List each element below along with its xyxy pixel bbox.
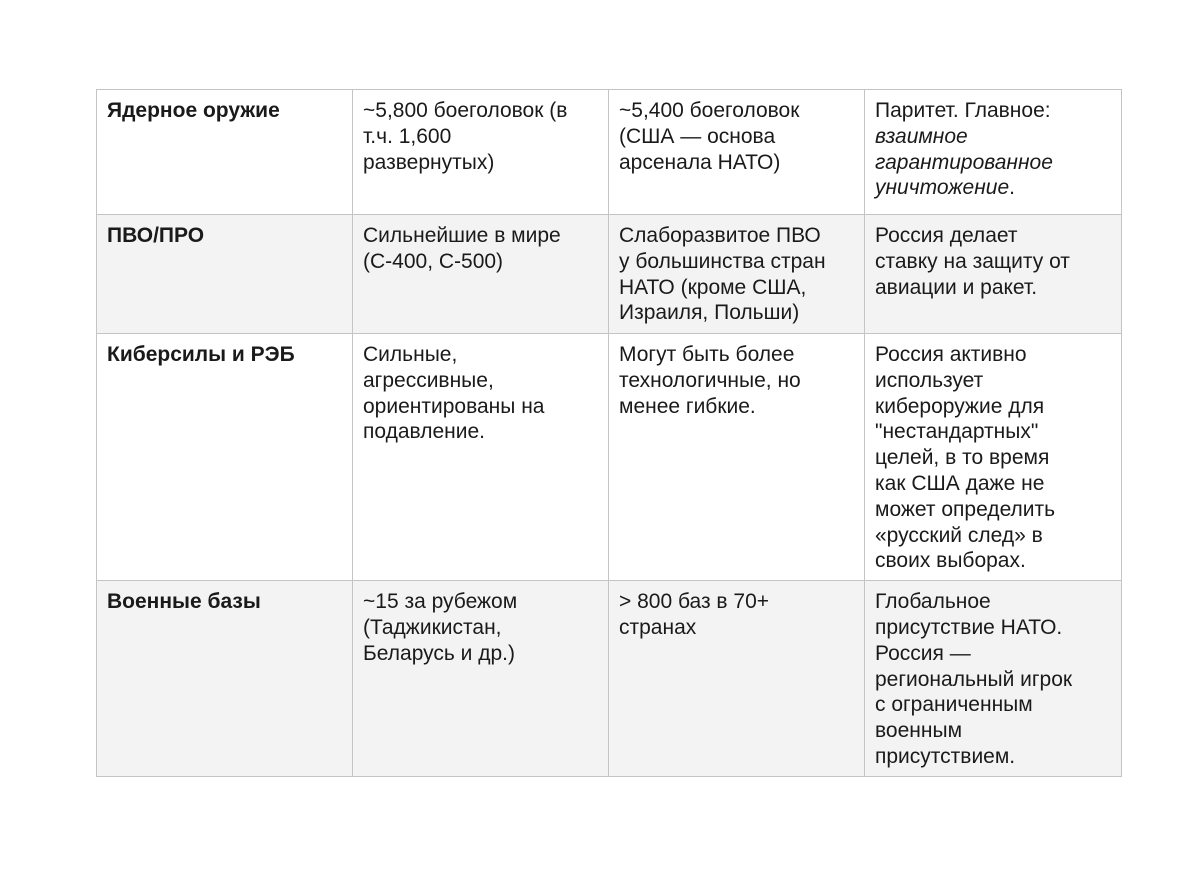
nato-cell: Могут быть более технологичные, но менее гибкие. <box>609 334 865 581</box>
russia-cell: ~15 за рубежом (Таджикистан, Беларусь и др.) <box>353 581 609 777</box>
table-row-cyber <box>97 334 1122 581</box>
conclusion-emphasis: взаимное гарантированное уничтожение <box>875 124 1053 200</box>
russia-cell: Сильнейшие в мире (С-400, С-500) <box>353 215 609 334</box>
nato-cell: Слаборазвитое ПВО у большинства стран НАТО (кроме США, Израиля, Польши) <box>609 215 865 334</box>
russia-cell: Сильные, агрессивные, ориентированы на подавление. <box>353 334 609 581</box>
russia-cell: ~5,800 боеголовок (в т.ч. 1,600 развернутых) <box>353 90 609 215</box>
conclusion-cell: Глобальное присутствие НАТО. Россия — региональный игрок с ограниченным военным присутствием. <box>865 581 1122 777</box>
conclusion-cell: Россия активно использует кибероружие для "нестандартных" целей, в то время как США даже не может определить «русский след» в своих выборах. <box>865 334 1122 581</box>
conclusion-prefix: Паритет. Главное: <box>875 99 1051 122</box>
comparison-table <box>96 89 1122 777</box>
table-row-bases <box>97 581 1122 777</box>
conclusion-cell <box>865 90 1122 215</box>
table-row-air-defense <box>97 215 1122 334</box>
category-cell: Киберсилы и РЭБ <box>97 334 353 581</box>
conclusion-suffix: . <box>1009 176 1015 200</box>
category-cell: ПВО/ПРО <box>97 215 353 334</box>
conclusion-cell: Россия делает ставку на защиту от авиации и ракет. <box>865 215 1122 334</box>
nato-cell: > 800 баз в 70+ странах <box>609 581 865 777</box>
nato-cell: ~5,400 боеголовок (США — основа арсенала НАТО) <box>609 90 865 215</box>
table-row-nuclear <box>97 90 1122 215</box>
category-cell: Ядерное оружие <box>97 90 353 215</box>
category-cell: Военные базы <box>97 581 353 777</box>
